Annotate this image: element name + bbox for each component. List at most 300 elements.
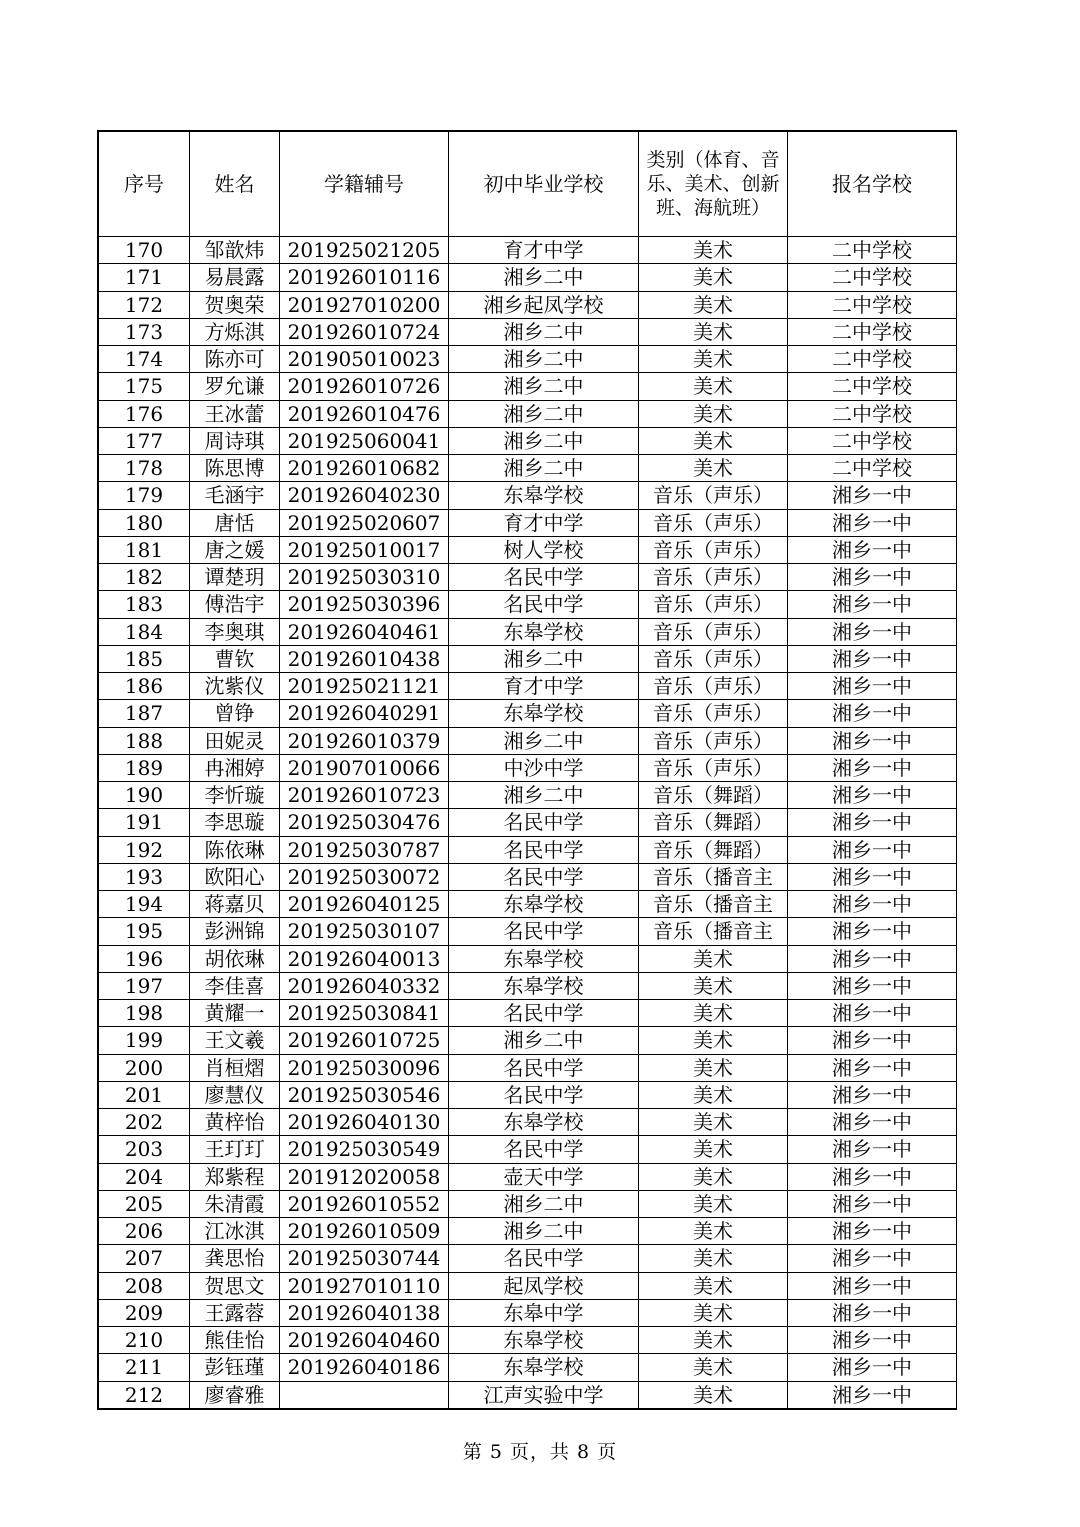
cell-student-id: 201926010438 [280, 645, 449, 672]
cell-student-id: 201925030546 [280, 1081, 449, 1108]
cell-serial-no: 182 [99, 564, 190, 591]
cell-name: 欧阳心 [190, 863, 280, 890]
cell-name: 毛涵宇 [190, 482, 280, 509]
cell-junior-school: 名民中学 [449, 1000, 639, 1027]
cell-junior-school: 东皋学校 [449, 891, 639, 918]
cell-category: 美术 [639, 1054, 788, 1081]
cell-name: 谭楚玥 [190, 564, 280, 591]
cell-applied-school: 湘乡一中 [788, 591, 957, 618]
cell-category: 美术 [639, 1081, 788, 1108]
table-row [99, 1054, 957, 1081]
cell-serial-no: 172 [99, 291, 190, 318]
table-row [99, 564, 957, 591]
cell-junior-school: 东皋中学 [449, 1299, 639, 1326]
cell-student-id: 201926040230 [280, 482, 449, 509]
cell-serial-no: 207 [99, 1245, 190, 1272]
cell-name: 李思璇 [190, 809, 280, 836]
cell-applied-school: 湘乡一中 [788, 700, 957, 727]
table-row [99, 1190, 957, 1217]
cell-serial-no: 203 [99, 1136, 190, 1163]
cell-junior-school: 湘乡二中 [449, 1218, 639, 1245]
cell-serial-no: 211 [99, 1354, 190, 1381]
cell-name: 唐之媛 [190, 536, 280, 563]
table-row [99, 591, 957, 618]
cell-category: 美术 [639, 237, 788, 264]
table-row [99, 1272, 957, 1299]
cell-serial-no: 189 [99, 754, 190, 781]
table-row [99, 1109, 957, 1136]
cell-category: 音乐（声乐） [639, 536, 788, 563]
cell-serial-no: 179 [99, 482, 190, 509]
table-row [99, 482, 957, 509]
cell-student-id: 201927010200 [280, 291, 449, 318]
cell-junior-school: 东皋学校 [449, 1327, 639, 1354]
table-row [99, 809, 957, 836]
cell-student-id: 201926010725 [280, 1027, 449, 1054]
cell-junior-school: 名民中学 [449, 591, 639, 618]
cell-student-id: 201926010723 [280, 782, 449, 809]
cell-student-id: 201925030310 [280, 564, 449, 591]
cell-student-id: 201925010017 [280, 536, 449, 563]
cell-applied-school: 二中学校 [788, 264, 957, 291]
cell-junior-school: 东皋学校 [449, 482, 639, 509]
cell-applied-school: 湘乡一中 [788, 509, 957, 536]
cell-student-id [280, 1381, 449, 1408]
cell-student-id: 201927010110 [280, 1272, 449, 1299]
cell-applied-school: 湘乡一中 [788, 1136, 957, 1163]
cell-junior-school: 名民中学 [449, 1054, 639, 1081]
cell-student-id: 201925030107 [280, 918, 449, 945]
cell-name: 龚思怡 [190, 1245, 280, 1272]
cell-category: 音乐（舞蹈） [639, 836, 788, 863]
cell-student-id: 201926010724 [280, 318, 449, 345]
cell-name: 曹钦 [190, 645, 280, 672]
cell-junior-school: 东皋学校 [449, 618, 639, 645]
cell-applied-school: 湘乡一中 [788, 1272, 957, 1299]
cell-junior-school: 湘乡起凤学校 [449, 291, 639, 318]
cell-serial-no: 173 [99, 318, 190, 345]
cell-serial-no: 194 [99, 891, 190, 918]
cell-name: 周诗琪 [190, 427, 280, 454]
cell-serial-no: 183 [99, 591, 190, 618]
cell-junior-school: 东皋学校 [449, 945, 639, 972]
cell-name: 贺思文 [190, 1272, 280, 1299]
cell-category: 美术 [639, 264, 788, 291]
cell-applied-school: 湘乡一中 [788, 1299, 957, 1326]
cell-category: 音乐（声乐） [639, 564, 788, 591]
cell-junior-school: 东皋学校 [449, 1109, 639, 1136]
cell-applied-school: 二中学校 [788, 455, 957, 482]
cell-student-id: 201926040460 [280, 1327, 449, 1354]
cell-applied-school: 二中学校 [788, 346, 957, 373]
cell-serial-no: 184 [99, 618, 190, 645]
cell-serial-no: 199 [99, 1027, 190, 1054]
cell-junior-school: 江声实验中学 [449, 1381, 639, 1408]
cell-category: 音乐（声乐） [639, 700, 788, 727]
cell-junior-school: 东皋学校 [449, 972, 639, 999]
table-row [99, 509, 957, 536]
cell-category: 美术 [639, 1354, 788, 1381]
table-row [99, 836, 957, 863]
cell-name: 肖桓熠 [190, 1054, 280, 1081]
cell-category: 音乐（播音主 [639, 891, 788, 918]
cell-serial-no: 178 [99, 455, 190, 482]
table-row [99, 1027, 957, 1054]
table-row [99, 1136, 957, 1163]
cell-serial-no: 200 [99, 1054, 190, 1081]
table-row [99, 1218, 957, 1245]
cell-student-id: 201926040186 [280, 1354, 449, 1381]
header-applied-school: 报名学校 [788, 132, 957, 237]
cell-junior-school: 东皋学校 [449, 1354, 639, 1381]
cell-category: 音乐（声乐） [639, 509, 788, 536]
cell-applied-school: 湘乡一中 [788, 482, 957, 509]
table-row [99, 754, 957, 781]
cell-applied-school: 湘乡一中 [788, 1245, 957, 1272]
cell-applied-school: 湘乡一中 [788, 891, 957, 918]
cell-junior-school: 湘乡二中 [449, 346, 639, 373]
cell-serial-no: 171 [99, 264, 190, 291]
cell-student-id: 201925030072 [280, 863, 449, 890]
cell-category: 美术 [639, 945, 788, 972]
cell-applied-school: 湘乡一中 [788, 972, 957, 999]
table-row [99, 891, 957, 918]
cell-junior-school: 湘乡二中 [449, 645, 639, 672]
cell-serial-no: 196 [99, 945, 190, 972]
cell-name: 陈亦可 [190, 346, 280, 373]
cell-junior-school: 湘乡二中 [449, 318, 639, 345]
cell-name: 易晨露 [190, 264, 280, 291]
cell-student-id: 201926040125 [280, 891, 449, 918]
cell-junior-school: 名民中学 [449, 1245, 639, 1272]
cell-applied-school: 湘乡一中 [788, 727, 957, 754]
table-row [99, 972, 957, 999]
cell-name: 曾铮 [190, 700, 280, 727]
cell-category: 美术 [639, 1190, 788, 1217]
cell-name: 傅浩宇 [190, 591, 280, 618]
cell-name: 胡依琳 [190, 945, 280, 972]
cell-name: 陈思博 [190, 455, 280, 482]
cell-serial-no: 188 [99, 727, 190, 754]
cell-name: 唐恬 [190, 509, 280, 536]
cell-junior-school: 湘乡二中 [449, 1190, 639, 1217]
cell-student-id: 201926040332 [280, 972, 449, 999]
cell-serial-no: 186 [99, 673, 190, 700]
cell-category: 音乐（声乐） [639, 645, 788, 672]
cell-applied-school: 湘乡一中 [788, 1354, 957, 1381]
cell-category: 音乐（播音主 [639, 918, 788, 945]
cell-name: 陈依琳 [190, 836, 280, 863]
cell-junior-school: 壶天中学 [449, 1163, 639, 1190]
cell-junior-school: 名民中学 [449, 564, 639, 591]
table-row [99, 536, 957, 563]
cell-junior-school: 名民中学 [449, 918, 639, 945]
header-name: 姓名 [190, 132, 280, 237]
page-footer: 第 5 页，共 8 页 [462, 1441, 618, 1463]
cell-applied-school: 湘乡一中 [788, 1000, 957, 1027]
cell-name: 朱清霞 [190, 1190, 280, 1217]
table-row [99, 727, 957, 754]
cell-applied-school: 二中学校 [788, 237, 957, 264]
cell-serial-no: 193 [99, 863, 190, 890]
table-row [99, 427, 957, 454]
cell-serial-no: 176 [99, 400, 190, 427]
table-header-row [99, 132, 957, 237]
cell-junior-school: 树人学校 [449, 536, 639, 563]
cell-student-id: 201925030744 [280, 1245, 449, 1272]
cell-category: 美术 [639, 346, 788, 373]
cell-applied-school: 二中学校 [788, 318, 957, 345]
cell-student-id: 201926040461 [280, 618, 449, 645]
cell-junior-school: 湘乡二中 [449, 727, 639, 754]
cell-junior-school: 湘乡二中 [449, 1027, 639, 1054]
cell-student-id: 201926040130 [280, 1109, 449, 1136]
cell-junior-school: 名民中学 [449, 1081, 639, 1108]
cell-name: 王露蓉 [190, 1299, 280, 1326]
cell-serial-no: 210 [99, 1327, 190, 1354]
cell-serial-no: 175 [99, 373, 190, 400]
cell-student-id: 201925030396 [280, 591, 449, 618]
cell-student-id: 201925030841 [280, 1000, 449, 1027]
cell-name: 江冰淇 [190, 1218, 280, 1245]
cell-applied-school: 湘乡一中 [788, 1054, 957, 1081]
table-row [99, 1245, 957, 1272]
cell-applied-school: 二中学校 [788, 373, 957, 400]
cell-student-id: 201925021205 [280, 237, 449, 264]
cell-name: 王玎玎 [190, 1136, 280, 1163]
table-row [99, 782, 957, 809]
cell-category: 美术 [639, 455, 788, 482]
cell-name: 罗允谦 [190, 373, 280, 400]
cell-name: 廖慧仪 [190, 1081, 280, 1108]
cell-serial-no: 190 [99, 782, 190, 809]
cell-junior-school: 中沙中学 [449, 754, 639, 781]
cell-applied-school: 湘乡一中 [788, 618, 957, 645]
cell-name: 李忻璇 [190, 782, 280, 809]
cell-serial-no: 204 [99, 1163, 190, 1190]
cell-serial-no: 174 [99, 346, 190, 373]
cell-name: 王文羲 [190, 1027, 280, 1054]
cell-serial-no: 170 [99, 237, 190, 264]
cell-junior-school: 名民中学 [449, 863, 639, 890]
cell-name: 黄梓怡 [190, 1109, 280, 1136]
cell-serial-no: 191 [99, 809, 190, 836]
cell-junior-school: 育才中学 [449, 673, 639, 700]
cell-category: 美术 [639, 1327, 788, 1354]
cell-applied-school: 湘乡一中 [788, 564, 957, 591]
table-row [99, 291, 957, 318]
cell-category: 美术 [639, 1027, 788, 1054]
table-row [99, 700, 957, 727]
cell-applied-school: 二中学校 [788, 400, 957, 427]
cell-category: 音乐（声乐） [639, 754, 788, 781]
header-junior-school: 初中毕业学校 [449, 132, 639, 237]
cell-applied-school: 湘乡一中 [788, 645, 957, 672]
cell-applied-school: 湘乡一中 [788, 1327, 957, 1354]
student-list-table [97, 130, 957, 1410]
cell-name: 王冰蕾 [190, 400, 280, 427]
cell-junior-school: 名民中学 [449, 809, 639, 836]
table-row [99, 1354, 957, 1381]
cell-serial-no: 212 [99, 1381, 190, 1408]
cell-name: 彭钰瑾 [190, 1354, 280, 1381]
table-row [99, 318, 957, 345]
cell-applied-school: 湘乡一中 [788, 536, 957, 563]
cell-student-id: 201926010682 [280, 455, 449, 482]
cell-name: 李奥琪 [190, 618, 280, 645]
cell-serial-no: 206 [99, 1218, 190, 1245]
cell-student-id: 201912020058 [280, 1163, 449, 1190]
table-row [99, 400, 957, 427]
cell-student-id: 201926040138 [280, 1299, 449, 1326]
cell-applied-school: 湘乡一中 [788, 754, 957, 781]
cell-name: 熊佳怡 [190, 1327, 280, 1354]
table-row [99, 1299, 957, 1326]
header-student-id: 学籍辅号 [280, 132, 449, 237]
table-row [99, 1163, 957, 1190]
table-row [99, 237, 957, 264]
table-row [99, 264, 957, 291]
cell-junior-school: 名民中学 [449, 836, 639, 863]
cell-junior-school: 东皋学校 [449, 700, 639, 727]
cell-category: 美术 [639, 1163, 788, 1190]
table-row [99, 618, 957, 645]
cell-junior-school: 名民中学 [449, 1136, 639, 1163]
cell-applied-school: 湘乡一中 [788, 836, 957, 863]
cell-applied-school: 湘乡一中 [788, 673, 957, 700]
cell-category: 音乐（声乐） [639, 618, 788, 645]
cell-student-id: 201926010379 [280, 727, 449, 754]
cell-junior-school: 湘乡二中 [449, 782, 639, 809]
cell-applied-school: 湘乡一中 [788, 1190, 957, 1217]
cell-student-id: 201925060041 [280, 427, 449, 454]
cell-category: 音乐（声乐） [639, 673, 788, 700]
cell-category: 美术 [639, 1136, 788, 1163]
cell-category: 音乐（声乐） [639, 591, 788, 618]
cell-name: 彭洲锦 [190, 918, 280, 945]
cell-junior-school: 湘乡二中 [449, 373, 639, 400]
cell-category: 音乐（播音主 [639, 863, 788, 890]
table-row [99, 346, 957, 373]
cell-student-id: 201926010552 [280, 1190, 449, 1217]
cell-category: 美术 [639, 291, 788, 318]
cell-student-id: 201925030549 [280, 1136, 449, 1163]
table-row [99, 1000, 957, 1027]
cell-serial-no: 177 [99, 427, 190, 454]
cell-student-id: 201926010726 [280, 373, 449, 400]
cell-student-id: 201926040013 [280, 945, 449, 972]
cell-category: 美术 [639, 427, 788, 454]
cell-serial-no: 198 [99, 1000, 190, 1027]
cell-applied-school: 湘乡一中 [788, 1381, 957, 1408]
cell-junior-school: 湘乡二中 [449, 400, 639, 427]
cell-applied-school: 湘乡一中 [788, 1027, 957, 1054]
cell-student-id: 201925030787 [280, 836, 449, 863]
cell-junior-school: 湘乡二中 [449, 455, 639, 482]
table-row [99, 1381, 957, 1408]
table-row [99, 455, 957, 482]
cell-serial-no: 205 [99, 1190, 190, 1217]
cell-applied-school: 湘乡一中 [788, 1218, 957, 1245]
cell-category: 美术 [639, 1299, 788, 1326]
table-row [99, 945, 957, 972]
cell-name: 黄耀一 [190, 1000, 280, 1027]
cell-junior-school: 起凤学校 [449, 1272, 639, 1299]
cell-serial-no: 192 [99, 836, 190, 863]
cell-serial-no: 195 [99, 918, 190, 945]
cell-applied-school: 湘乡一中 [788, 1081, 957, 1108]
cell-applied-school: 湘乡一中 [788, 1163, 957, 1190]
cell-name: 冉湘婷 [190, 754, 280, 781]
table-row [99, 645, 957, 672]
cell-category: 美术 [639, 373, 788, 400]
cell-category: 音乐（声乐） [639, 482, 788, 509]
cell-category: 音乐（声乐） [639, 727, 788, 754]
cell-student-id: 201926010509 [280, 1218, 449, 1245]
cell-category: 音乐（舞蹈） [639, 809, 788, 836]
cell-serial-no: 197 [99, 972, 190, 999]
cell-serial-no: 187 [99, 700, 190, 727]
cell-name: 蒋嘉贝 [190, 891, 280, 918]
cell-category: 美术 [639, 1245, 788, 1272]
cell-name: 方烁淇 [190, 318, 280, 345]
cell-junior-school: 湘乡二中 [449, 264, 639, 291]
cell-student-id: 201926010116 [280, 264, 449, 291]
cell-junior-school: 湘乡二中 [449, 427, 639, 454]
cell-category: 美术 [639, 1218, 788, 1245]
table-row [99, 1327, 957, 1354]
cell-student-id: 201907010066 [280, 754, 449, 781]
cell-applied-school: 湘乡一中 [788, 918, 957, 945]
cell-student-id: 201925030096 [280, 1054, 449, 1081]
table-row [99, 373, 957, 400]
cell-name: 郑紫程 [190, 1163, 280, 1190]
cell-category: 音乐（舞蹈） [639, 782, 788, 809]
cell-applied-school: 湘乡一中 [788, 782, 957, 809]
table-row [99, 673, 957, 700]
cell-student-id: 201926040291 [280, 700, 449, 727]
cell-serial-no: 185 [99, 645, 190, 672]
table-row [99, 1081, 957, 1108]
cell-serial-no: 209 [99, 1299, 190, 1326]
cell-category: 美术 [639, 318, 788, 345]
cell-applied-school: 湘乡一中 [788, 945, 957, 972]
cell-category: 美术 [639, 1381, 788, 1408]
cell-category: 美术 [639, 972, 788, 999]
table-body [99, 237, 957, 1409]
cell-name: 邹歆炜 [190, 237, 280, 264]
cell-name: 李佳喜 [190, 972, 280, 999]
cell-student-id: 201926010476 [280, 400, 449, 427]
cell-serial-no: 181 [99, 536, 190, 563]
cell-student-id: 201925020607 [280, 509, 449, 536]
table-row [99, 918, 957, 945]
cell-category: 美术 [639, 400, 788, 427]
cell-applied-school: 湘乡一中 [788, 863, 957, 890]
cell-applied-school: 二中学校 [788, 291, 957, 318]
cell-name: 沈紫仪 [190, 673, 280, 700]
header-category: 类别（体育、音乐、美术、创新班、海航班） [639, 132, 788, 237]
cell-serial-no: 201 [99, 1081, 190, 1108]
cell-junior-school: 育才中学 [449, 509, 639, 536]
cell-name: 廖睿雅 [190, 1381, 280, 1408]
cell-applied-school: 二中学校 [788, 427, 957, 454]
cell-serial-no: 180 [99, 509, 190, 536]
cell-junior-school: 育才中学 [449, 237, 639, 264]
cell-serial-no: 202 [99, 1109, 190, 1136]
cell-name: 田妮灵 [190, 727, 280, 754]
cell-category: 美术 [639, 1000, 788, 1027]
